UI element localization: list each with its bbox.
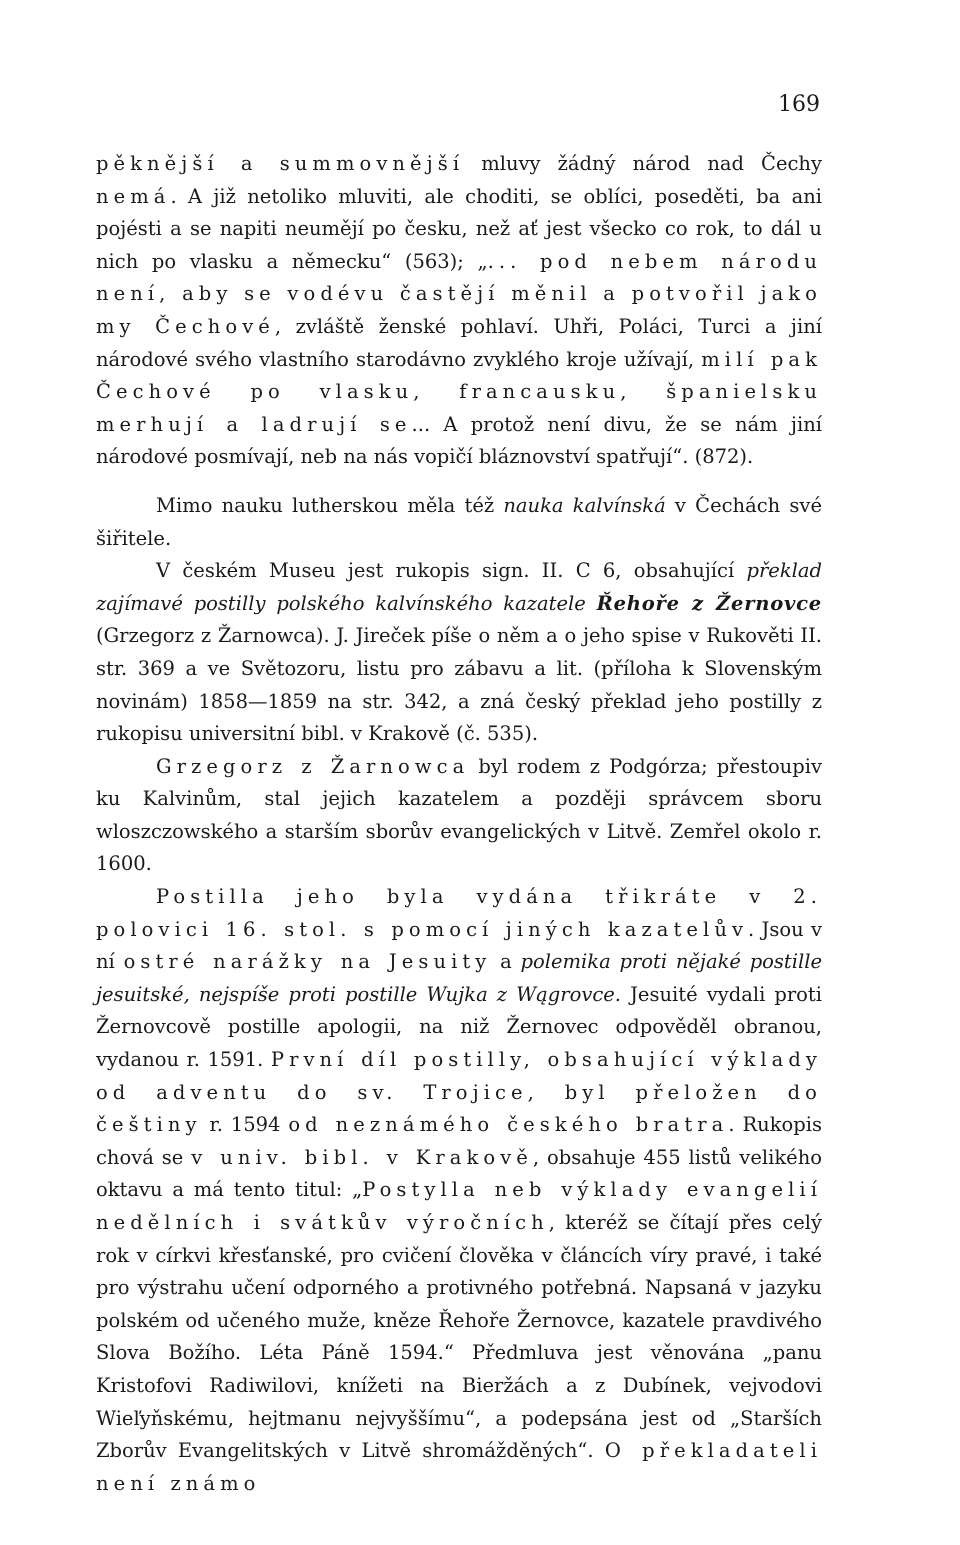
spaced-emphasis: ... pod nebem národu není, aby se vodévu častějí měnil a potvořil jako my Čechové — [96, 249, 822, 338]
paragraph-p5 — [96, 881, 822, 1500]
text-run: . Jsou v ní — [96, 917, 822, 974]
name-emphasis: Řehoře z Žernovce — [596, 591, 822, 615]
italic-emphasis: nauka kalvínská — [503, 493, 666, 517]
italic-emphasis: překlad zajímavé postilly polského kalvínského kazatele — [96, 559, 822, 615]
spaced-emphasis: Grzegorz z Žarnowca — [156, 754, 470, 778]
paragraph-p4 — [96, 751, 822, 881]
body-text — [96, 148, 822, 1500]
text-run: ... A protož není divu, že se nám jiní národové posmívají, neb na nás vopičí bláznovství spatřují“. (872). — [96, 412, 822, 469]
text-run: Mimo nauku lutherskou měla též — [156, 493, 504, 517]
text-run: r. 1594 — [201, 1113, 289, 1137]
spaced-emphasis: První díl postilly, obsahující výklady od adventu do sv. Trojice, byl přeložen do češtiny — [96, 1048, 822, 1137]
spaced-emphasis: nemá — [96, 184, 171, 208]
text-run — [586, 592, 597, 615]
text-run: byl rodem z Podgórza; přestoupiv ku Kalvinům, stal jejich kazatelem a později správcem sboru wloszczowského a starším sborův evangelických v Litvě. Zemřel okolo r. 1600. — [96, 754, 822, 876]
text-run: , kteréž se čítají přes celý rok v církvi křesťanské, pro cvičení člověka v článcích víry pravé, i také pro výstrahu učení odporného a protivného potřebná. Napsaná v jazyku polském od učeného muže, kněze Řehoře Žernovce, kazatele pravdivého Slova Božího. Léta Páně 1594.“ Předmluva jest věnována „panu Kristofovi Radiwilovi, knížeti na Bieržách a z Dubínek, vejvodovi Wieľyňskému, hejtmanu nejvyššímu“, a podepsána jest od „Starších Zborův Evangelitských v Litvě shromážděných“. — [96, 1211, 822, 1463]
spaced-emphasis: milí pak Čechové po vlasku, francausku, španielsku merhují a ladrují se — [96, 347, 823, 436]
spaced-emphasis: Postilla jeho byla vydána třikráte v 2. polovici 16. stol. s pomocí jiných kazatelův — [96, 885, 822, 941]
text-run: . Rukopis chová se — [96, 1113, 822, 1169]
text-run: , obsahuje 455 listů velikého oktavu a má tento titul: „ — [96, 1145, 822, 1202]
text-run: V českém Museu jest rukopis sign. II. C 6, obsahující — [156, 559, 747, 583]
text-run: . A již netoliko mluviti, ale choditi, se oblíci, poseděti, ba ani pojésti a se napiti neumějí po česku, než ať jest všecko co rok, to dál u nich po vlasku a německu“ (563); „ — [96, 184, 822, 273]
spaced-emphasis: Postylla neb výklady evangelií nedělních i svátkův výročních — [96, 1178, 823, 1234]
text-run: a — [491, 950, 521, 974]
text-run: mluvy žádný národ nad Čechy — [464, 152, 823, 175]
paragraph-p2 — [96, 490, 822, 555]
spaced-emphasis: pěknější a summovnější — [96, 152, 465, 175]
spaced-emphasis: od neznámého českého bratra — [288, 1113, 729, 1137]
text-run: , zvláště ženské pohlaví. Uhři, Poláci, Turci a jiní národové svého vlastního starodávno zvyklého kroje užívají, — [96, 314, 822, 371]
spaced-emphasis: ostré narážky na Jesuity — [123, 950, 492, 974]
spaced-emphasis: O překladateli není známo — [96, 1439, 822, 1495]
italic-emphasis: polemika proti nějaké postille jesuitské, nejspíše proti postille Wujka z Wągrovce. — [96, 950, 823, 1006]
text-run: Jesuité vydali proti Žernovcově postille apologii, na niž Žernovec odpověděl obranou, vydanou r. 1591. — [96, 982, 822, 1072]
spaced-emphasis: v univ. bibl. v Krakově — [191, 1145, 533, 1169]
text-run: (Grzegorz z Žarnowca). J. Jireček píše o něm a o jeho spise v Rukověti II. str. 369 a ve Světozoru, listu pro zábavu a lit. (příloha k Slovenským novinám) 1858—1859 na str. 342, a zná český překlad jeho postilly z rukopisu universitní bibl. v Krakově (č. 535). — [96, 624, 822, 746]
paragraph-p3 — [96, 555, 822, 751]
paragraph-p1 — [96, 148, 822, 474]
text-run: v Čechách své šiřitele. — [96, 493, 822, 550]
page-number: 169 — [778, 92, 820, 117]
